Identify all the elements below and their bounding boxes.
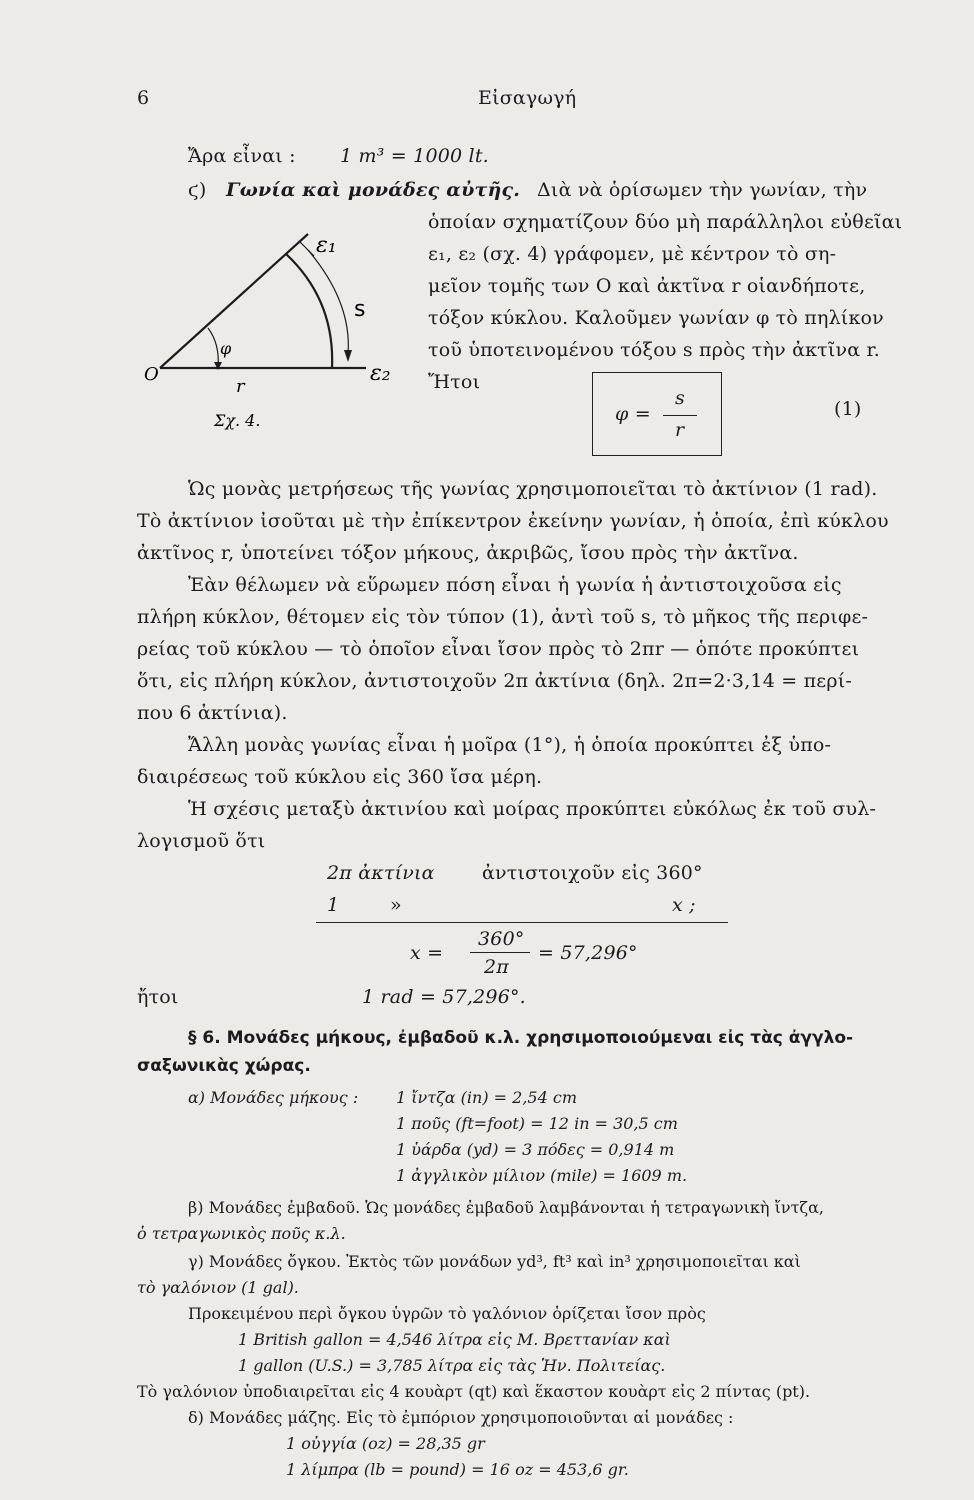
figure-label-s: s — [354, 297, 366, 322]
volume-line1: γ) Μονάδες ὄγκου. Ἐκτὸς τῶν μονάδων yd³, ft³ καὶ in³ χρησιμοποιεῖται καὶ — [188, 1252, 801, 1271]
arc-tick — [300, 242, 314, 256]
length-label: α) Μονάδες μήκους : — [188, 1088, 359, 1107]
rad-equation: 1 rad = 57,296°. — [362, 986, 526, 1008]
volume-line3: Προκειμένου περὶ ὄγκου ὑγρῶν τὸ γαλόνιον ὁρίζεται ἴσον πρὸς — [188, 1304, 706, 1323]
formula-denominator: r — [675, 419, 685, 441]
syllogism-rule — [316, 922, 728, 923]
angle-heading: Γωνία καὶ μονάδες αὐτῆς. — [226, 179, 521, 201]
syllogism-row2-left: 1 — [327, 894, 340, 916]
area-line1: β) Μονάδες ἐμβαδοῦ. Ὡς μονάδες ἐμβαδοῦ λαμβάνονται ἡ τετραγωνικὴ ἴντζα, — [188, 1198, 824, 1217]
syllogism-row1-right: ἀντιστοιχοῦν εἰς 360° — [482, 862, 703, 884]
ray-e1 — [160, 234, 308, 368]
radian-text-line: ἀκτῖνος r, ὑποτείνει τόξον μήκους, ἀκριβῶς, ἴσου πρὸς τὴν ἀκτῖνα. — [137, 542, 799, 564]
radian-text-line: Ὡς μονὰς μετρήσεως τῆς γωνίας χρησιμοποιεῖται τὸ ἀκτίνιον (1 rad). — [188, 478, 878, 500]
radian-text-line: Ἄλλη μονὰς γωνίας εἶναι ἡ μοῖρα (1°), ἡ ὁποία προκύπτει ἐξ ὑπο- — [188, 734, 832, 756]
angle-text-line: ε₁, ε₂ (σχ. 4) γράφομεν, μὲ κέντρον τὸ ση- — [428, 243, 837, 265]
length-row: 1 ἀγγλικὸν μίλιον (mile) = 1609 m. — [396, 1166, 688, 1185]
figure-label-o: O — [144, 364, 159, 385]
x-result: = 57,296° — [538, 942, 638, 964]
syllogism-row1-left: 2π ἀκτίνια — [327, 862, 435, 884]
angle-heading-number: ϛ) — [188, 179, 207, 201]
x-lhs: x = — [410, 942, 444, 964]
area-line2: ὁ τετραγωνικὸς ποῦς κ.λ. — [137, 1224, 346, 1243]
arc-s-measure — [308, 250, 348, 354]
angle-text-line: ὁποίαν σχηματίζουν δύο μὴ παράλληλοι εὐθεῖαι — [428, 211, 903, 233]
formula-fraction-bar — [663, 415, 697, 416]
length-row: 1 ὑάρδα (yd) = 3 πόδες = 0,914 m — [396, 1140, 675, 1159]
angle-text-line: μεῖον τομῆς των O καὶ ἀκτῖνα r οἱανδήποτε, — [428, 275, 866, 297]
gallon-row: 1 British gallon = 4,546 λίτρα εἰς Μ. Βρεττανίαν καὶ — [238, 1330, 671, 1349]
page-header-title: Εἰσαγωγή — [478, 87, 577, 109]
mass-label: δ) Μονάδες μάζης. Εἰς τὸ ἐμπόριον χρησιμοποιοῦνται αἱ μονάδες : — [188, 1408, 734, 1427]
radian-text-line: Ἐὰν θέλωμεν νὰ εὕρωμεν πόση εἶναι ἡ γωνία ἡ ἀντιστοιχοῦσα εἰς — [188, 574, 842, 596]
figure-label-e2: ε₂ — [370, 361, 391, 386]
section6-title-line1: § 6. Μονάδες μήκους, ἐμβαδοῦ κ.λ. χρησιμοποιούμεναι εἰς τὰς ἀγγλο- — [188, 1028, 854, 1048]
mass-row: 1 λίμπρα (lb = pound) = 16 oz = 453,6 gr. — [286, 1460, 629, 1479]
radian-text-line: ὅτι, εἰς πλήρη κύκλον, ἀντιστοιχοῦν 2π ἀκτίνια (δηλ. 2π=2·3,14 = περί- — [137, 670, 852, 692]
length-row: 1 ἴντζα (in) = 2,54 cm — [396, 1088, 578, 1107]
figure-label-e1: ε₁ — [316, 233, 337, 258]
figure-label-r: r — [236, 376, 245, 397]
volume-intro: Ἄρα εἶναι : — [188, 145, 296, 167]
syllogism-row2-mid: » — [390, 894, 402, 916]
radian-text-line: ρείας τοῦ κύκλου — τὸ ὁποῖον εἶναι ἴσον πρὸς τὸ 2πr — ὁπότε προκύπτει — [137, 638, 860, 660]
length-row: 1 ποῦς (ft=foot) = 12 in = 30,5 cm — [396, 1114, 678, 1133]
angle-text-line: Διὰ νὰ ὁρίσωμεν τὴν γωνίαν, τὴν — [537, 179, 868, 201]
x-numerator: 360° — [478, 928, 525, 950]
angle-text-line: τόξον κύκλου. Καλοῦμεν γωνίαν φ τὸ πηλίκον — [428, 307, 884, 329]
radian-text-line: Τὸ ἀκτίνιον ἰσοῦται μὲ τὴν ἐπίκεντρον ἐκείνην γωνίαν, ἡ ὁποία, ἐπὶ κύκλου — [137, 510, 889, 532]
page-number: 6 — [137, 87, 150, 109]
equation-label: (1) — [834, 398, 862, 420]
quart-line: Τὸ γαλόνιον ὑποδιαιρεῖται εἰς 4 κουὰρτ (qt) καὶ ἕκαστον κουὰρτ εἰς 2 πίντας (pt). — [137, 1382, 811, 1401]
radian-text-line: που 6 ἀκτίνια). — [137, 702, 288, 724]
figure-caption: Σχ. 4. — [214, 411, 261, 430]
arc-arrowhead — [344, 350, 352, 362]
hence-word: ἤτοι — [137, 986, 179, 1008]
figure-4-diagram — [140, 220, 420, 440]
syllogism-row2-right: x ; — [672, 894, 696, 916]
formula-numerator: s — [675, 387, 685, 409]
gallon-row: 1 gallon (U.S.) = 3,785 λίτρα εἰς τὰς Ἡν. Πολιτείας. — [238, 1356, 666, 1375]
radian-text-line: Ἡ σχέσις μεταξὺ ἀκτινίου καὶ μοίρας προκύπτει εὐκόλως ἐκ τοῦ συλ- — [188, 798, 877, 820]
radian-text-line: λογισμοῦ ὅτι — [137, 830, 266, 852]
figure-label-phi: φ — [220, 339, 232, 358]
x-fraction-bar — [470, 952, 530, 953]
volume-formula: 1 m³ = 1000 lt. — [340, 145, 489, 167]
arc-s — [286, 254, 332, 368]
mass-row: 1 οὐγγία (oz) = 28,35 gr — [286, 1434, 485, 1453]
radian-text-line: διαιρέσεως τοῦ κύκλου εἰς 360 ἴσα μέρη. — [137, 766, 543, 788]
radian-text-line: πλήρη κύκλον, θέτομεν εἰς τὸν τύπον (1), ἀντὶ τοῦ s, τὸ μῆκος τῆς περιφε- — [137, 606, 869, 628]
angle-text-line: Ἤτοι — [428, 371, 481, 393]
section6-title-line2: σαξωνικὰς χώρας. — [137, 1056, 311, 1076]
angle-text-line: τοῦ ὑποτεινομένου τόξου s πρὸς τὴν ἀκτῖνα r. — [428, 339, 880, 361]
x-denominator: 2π — [484, 956, 509, 978]
formula-lhs: φ = — [615, 403, 651, 425]
volume-line2: τὸ γαλόνιον (1 gal). — [137, 1278, 299, 1297]
angle-formula-box — [592, 372, 722, 456]
